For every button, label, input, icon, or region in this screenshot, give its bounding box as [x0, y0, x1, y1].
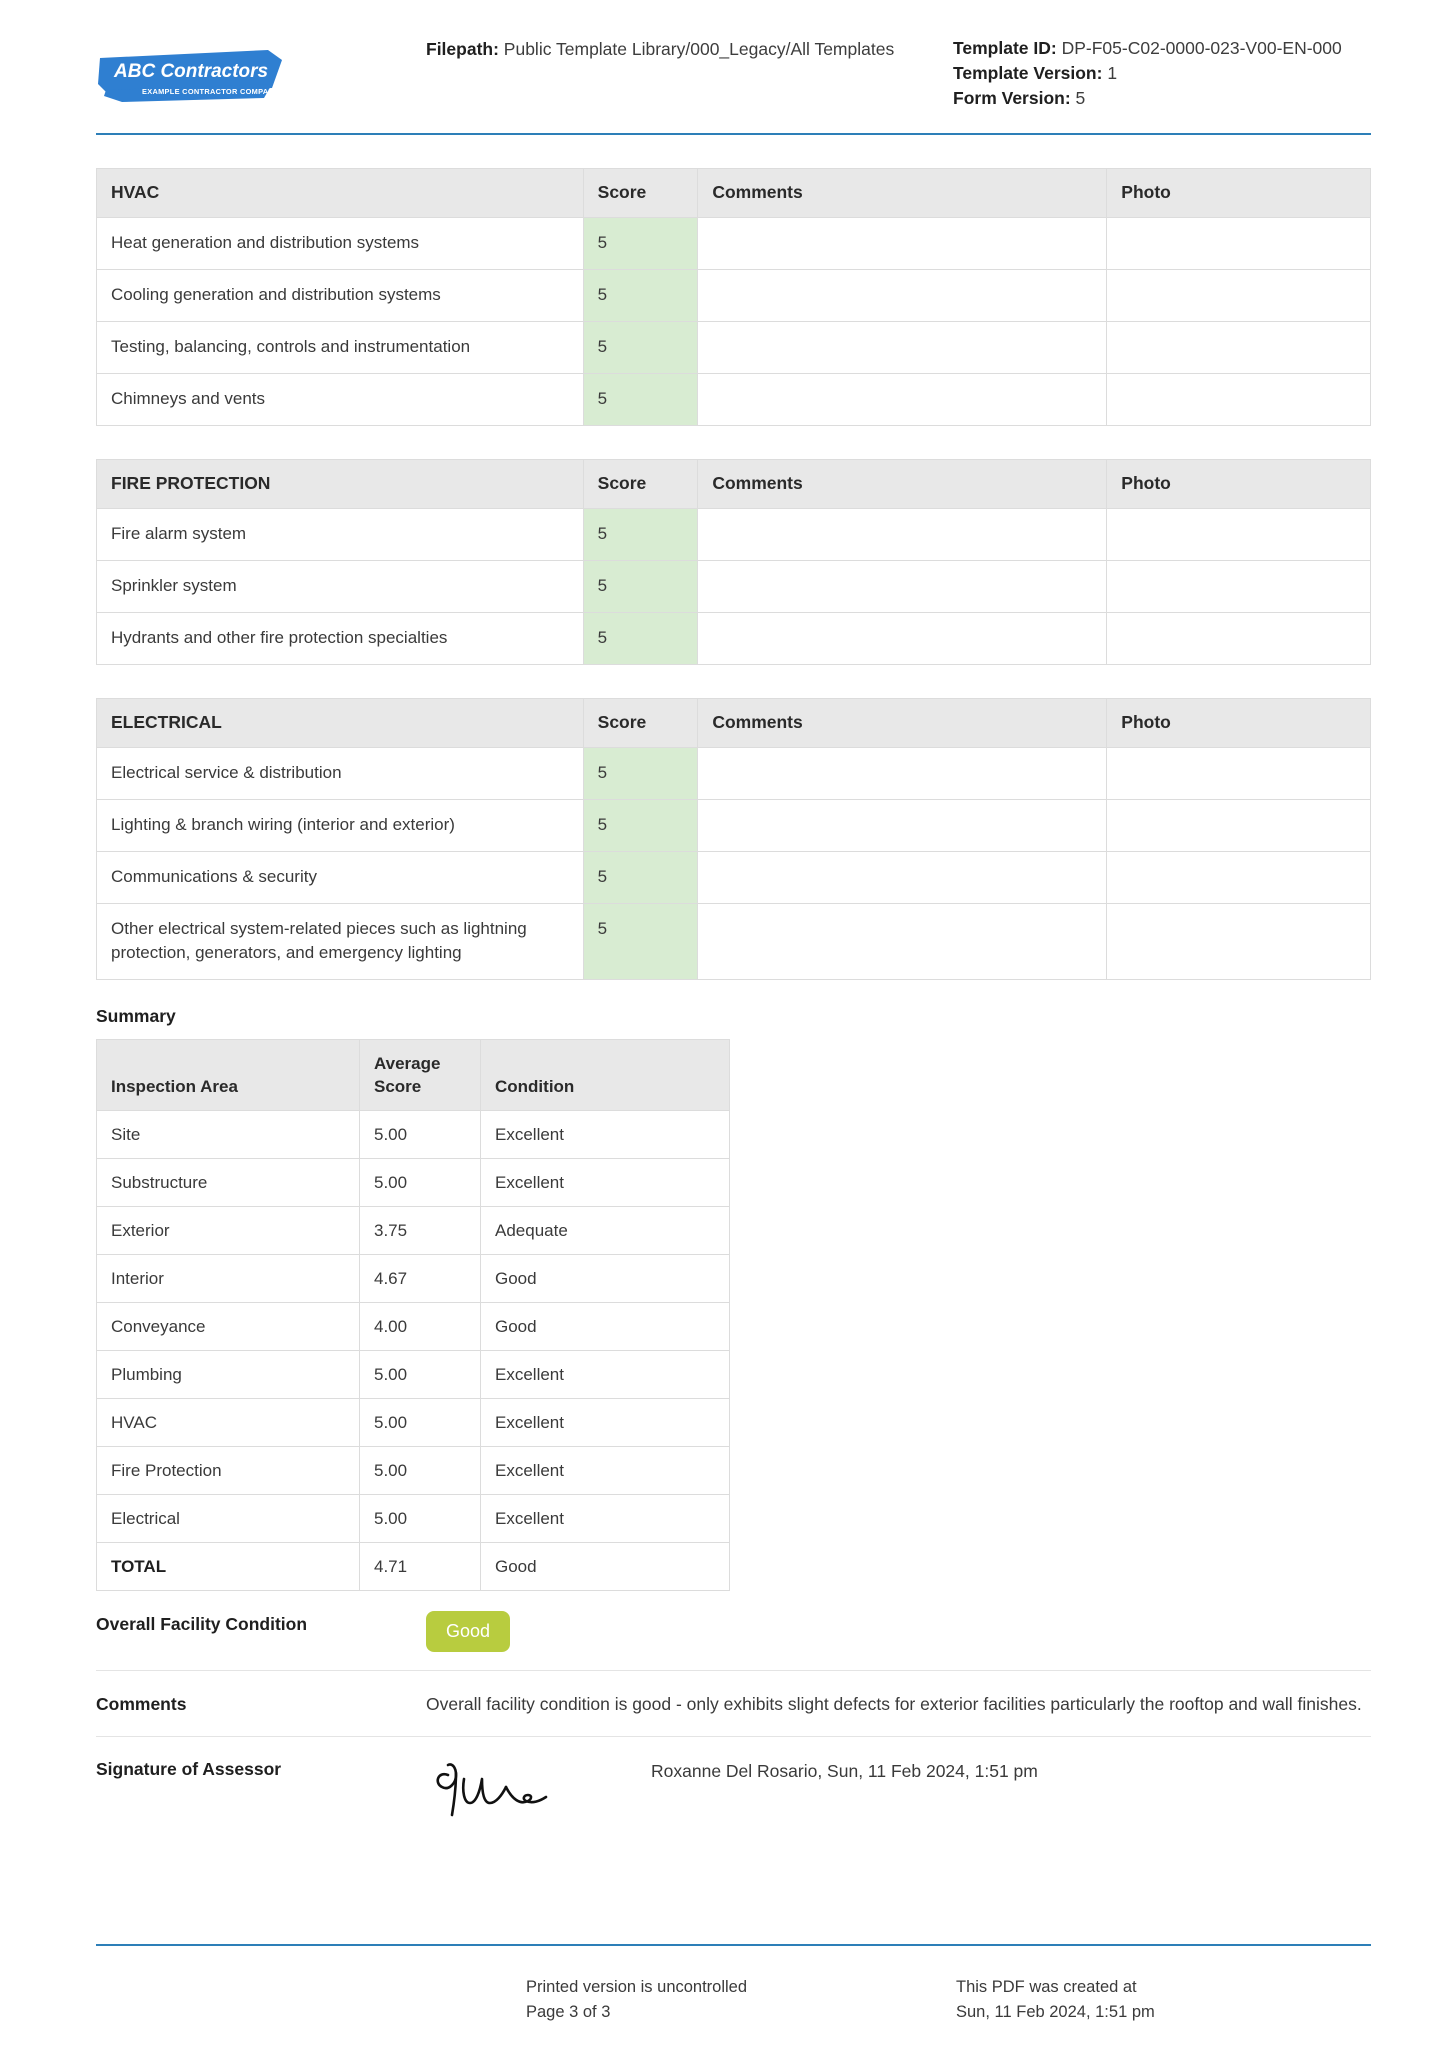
summary-average-score: 5.00 [360, 1159, 481, 1207]
footer-pdf-date: Sun, 11 Feb 2024, 1:51 pm [956, 2003, 1155, 2021]
summary-average-score: 5.00 [360, 1495, 481, 1543]
row-score[interactable]: 5 [583, 374, 698, 426]
row-photo[interactable] [1107, 800, 1371, 852]
column-score: Score [583, 169, 698, 218]
row-comments[interactable] [698, 509, 1107, 561]
summary-average-score: 4.71 [360, 1543, 481, 1591]
summary-area: Electrical [97, 1495, 360, 1543]
table-row [97, 1255, 730, 1303]
row-score[interactable]: 5 [583, 613, 698, 665]
row-comments[interactable] [698, 218, 1107, 270]
row-item: Hydrants and other fire protection specialties [97, 613, 584, 665]
footer-pdf-block [956, 1975, 1371, 2025]
table-row [97, 800, 1371, 852]
table-row [97, 1351, 730, 1399]
row-score[interactable]: 5 [583, 561, 698, 613]
section-header-row [97, 699, 1371, 748]
row-score[interactable]: 5 [583, 509, 698, 561]
section-title: FIRE PROTECTION [97, 460, 584, 509]
section-title: HVAC [97, 169, 584, 218]
table-row [97, 374, 1371, 426]
summary-table [96, 1039, 730, 1591]
row-item: Other electrical system-related pieces such as lightning protection, generators, and emergency lighting [97, 904, 584, 980]
row-score[interactable]: 5 [583, 218, 698, 270]
summary-condition: Excellent [481, 1351, 730, 1399]
summary-condition: Good [481, 1303, 730, 1351]
signature-row [96, 1736, 1371, 1823]
summary-area: TOTAL [97, 1543, 360, 1591]
summary-col-condition: Condition [481, 1040, 730, 1111]
status-badge: Good [426, 1611, 510, 1652]
template-id-line [953, 36, 1371, 61]
summary-area: Substructure [97, 1159, 360, 1207]
summary-table-body [97, 1111, 730, 1591]
table-row [97, 322, 1371, 374]
page-footer [96, 1975, 1371, 2025]
footer-printed-note: Printed version is uncontrolled [526, 1978, 748, 1996]
column-photo: Photo [1107, 699, 1371, 748]
column-score: Score [583, 699, 698, 748]
summary-area: HVAC [97, 1399, 360, 1447]
summary-condition: Excellent [481, 1111, 730, 1159]
inspection-table [96, 698, 1371, 980]
page-content [0, 168, 1447, 1823]
table-row [97, 904, 1371, 980]
summary-total-row [97, 1543, 730, 1591]
row-item: Communications & security [97, 852, 584, 904]
footer-pdf-note: This PDF was created at [956, 1978, 1137, 1996]
footer-printed-block [526, 1975, 956, 2025]
row-item: Heat generation and distribution systems [97, 218, 584, 270]
summary-condition: Excellent [481, 1159, 730, 1207]
row-item: Chimneys and vents [97, 374, 584, 426]
row-item: Testing, balancing, controls and instrumentation [97, 322, 584, 374]
section-header-row [97, 460, 1371, 509]
row-score[interactable]: 5 [583, 904, 698, 980]
footer-spacer [96, 1975, 526, 2025]
row-score[interactable]: 5 [583, 852, 698, 904]
row-photo[interactable] [1107, 852, 1371, 904]
summary-average-score: 4.00 [360, 1303, 481, 1351]
row-item: Cooling generation and distribution systems [97, 270, 584, 322]
summary-condition: Excellent [481, 1495, 730, 1543]
footer-divider [96, 1944, 1371, 1946]
summary-average-score: 4.67 [360, 1255, 481, 1303]
row-comments[interactable] [698, 322, 1107, 374]
row-item: Lighting & branch wiring (interior and exterior) [97, 800, 584, 852]
row-score[interactable]: 5 [583, 270, 698, 322]
overall-condition-label: Overall Facility Condition [96, 1614, 308, 1634]
row-comments[interactable] [698, 374, 1107, 426]
table-row [97, 1303, 730, 1351]
signature-meta: Roxanne Del Rosario, Sun, 11 Feb 2024, 1:51 pm [651, 1761, 1038, 1781]
form-version-label: Form Version: [953, 88, 1071, 108]
template-id-label: Template ID: [953, 38, 1057, 58]
table-row [97, 748, 1371, 800]
header-divider [96, 133, 1371, 135]
summary-area: Fire Protection [97, 1447, 360, 1495]
table-row [97, 1207, 730, 1255]
overall-condition-row [96, 1591, 1371, 1670]
column-photo: Photo [1107, 460, 1371, 509]
row-item: Fire alarm system [97, 509, 584, 561]
row-comments[interactable] [698, 904, 1107, 980]
form-version-line [953, 86, 1371, 111]
row-score[interactable]: 5 [583, 800, 698, 852]
table-row [97, 561, 1371, 613]
row-photo[interactable] [1107, 748, 1371, 800]
page-header [0, 0, 1447, 111]
row-comments[interactable] [698, 270, 1107, 322]
table-row [97, 1495, 730, 1543]
row-photo[interactable] [1107, 561, 1371, 613]
table-row [97, 1447, 730, 1495]
template-info-block [953, 28, 1371, 111]
summary-average-score: 3.75 [360, 1207, 481, 1255]
form-version-value: 5 [1075, 88, 1086, 108]
summary-condition: Excellent [481, 1447, 730, 1495]
row-comments[interactable] [698, 613, 1107, 665]
summary-area: Plumbing [97, 1351, 360, 1399]
summary-average-score: 5.00 [360, 1351, 481, 1399]
table-row [97, 852, 1371, 904]
column-comments: Comments [698, 699, 1107, 748]
column-comments: Comments [698, 460, 1107, 509]
summary-average-score: 5.00 [360, 1399, 481, 1447]
summary-average-score: 5.00 [360, 1447, 481, 1495]
column-score: Score [583, 460, 698, 509]
row-comments[interactable] [698, 800, 1107, 852]
column-comments: Comments [698, 169, 1107, 218]
filepath-label: Filepath: [426, 39, 499, 59]
comments-label: Comments [96, 1694, 187, 1714]
row-comments[interactable] [698, 561, 1107, 613]
column-photo: Photo [1107, 169, 1371, 218]
summary-condition: Good [481, 1543, 730, 1591]
summary-area: Interior [97, 1255, 360, 1303]
table-row [97, 270, 1371, 322]
signature-label: Signature of Assessor [96, 1759, 282, 1779]
overall-condition-value-wrap [426, 1611, 1371, 1652]
inspection-sections [96, 168, 1371, 980]
row-photo[interactable] [1107, 374, 1371, 426]
row-photo[interactable] [1107, 218, 1371, 270]
summary-condition: Good [481, 1255, 730, 1303]
summary-condition: Excellent [481, 1399, 730, 1447]
row-comments[interactable] [698, 748, 1107, 800]
summary-area: Exterior [97, 1207, 360, 1255]
table-row [97, 1399, 730, 1447]
abc-contractors-logo-icon [96, 44, 284, 100]
row-comments[interactable] [698, 852, 1107, 904]
table-row [97, 218, 1371, 270]
row-item: Sprinkler system [97, 561, 584, 613]
svg-text:EXAMPLE CONTRACTOR COMPANY: EXAMPLE CONTRACTOR COMPANY [142, 87, 280, 96]
row-photo[interactable] [1107, 904, 1371, 980]
row-photo[interactable] [1107, 270, 1371, 322]
template-id-value: DP-F05-C02-0000-023-V00-EN-000 [1061, 38, 1342, 58]
template-version-line [953, 61, 1371, 86]
table-row [97, 1159, 730, 1207]
summary-col-average-score: Average Score [360, 1040, 481, 1111]
footer-page-note: Page 3 of 3 [526, 2003, 611, 2021]
table-row [97, 509, 1371, 561]
signature-image [426, 1753, 651, 1823]
template-version-value: 1 [1107, 63, 1118, 83]
summary-area: Site [97, 1111, 360, 1159]
summary-condition: Adequate [481, 1207, 730, 1255]
template-version-label: Template Version: [953, 63, 1103, 83]
inspection-table [96, 459, 1371, 665]
summary-title: Summary [96, 1006, 176, 1026]
section-title: ELECTRICAL [97, 699, 584, 748]
comments-row [96, 1670, 1371, 1736]
table-row [97, 613, 1371, 665]
section-header-row [97, 169, 1371, 218]
row-score[interactable]: 5 [583, 748, 698, 800]
row-photo[interactable] [1107, 509, 1371, 561]
row-item: Electrical service & distribution [97, 748, 584, 800]
table-row [97, 1111, 730, 1159]
summary-area: Conveyance [97, 1303, 360, 1351]
svg-text:ABC Contractors: ABC Contractors [114, 61, 269, 82]
filepath-value: Public Template Library/000_Legacy/All Templates [503, 39, 895, 59]
summary-header-row [97, 1040, 730, 1111]
inspection-table [96, 168, 1371, 426]
summary-table-head [97, 1040, 730, 1111]
comments-value: Overall facility condition is good - only exhibits slight defects for exterior facilities particularly the rooftop and wall finishes. [426, 1694, 1362, 1714]
row-photo[interactable] [1107, 613, 1371, 665]
summary-average-score: 5.00 [360, 1111, 481, 1159]
company-logo [96, 28, 426, 100]
summary-col-area: Inspection Area [97, 1040, 360, 1111]
row-score[interactable]: 5 [583, 322, 698, 374]
filepath-block [426, 28, 953, 62]
row-photo[interactable] [1107, 322, 1371, 374]
